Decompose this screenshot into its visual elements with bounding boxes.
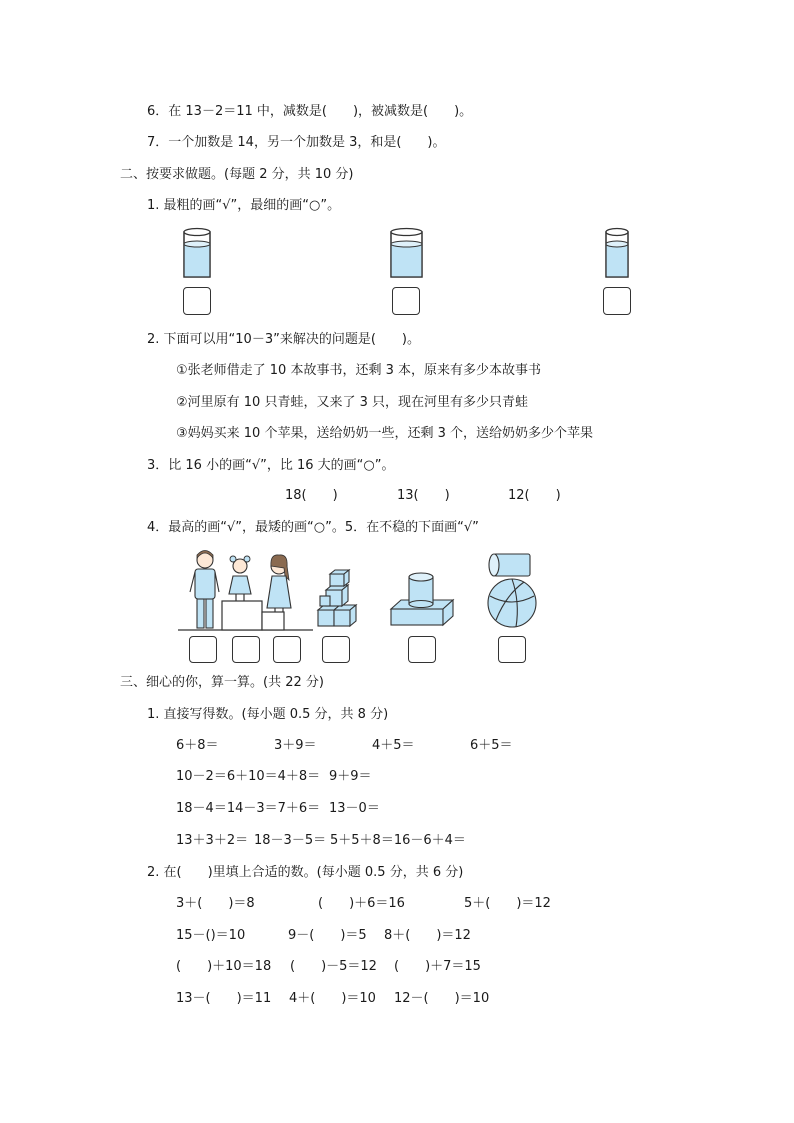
q3-item-18: 18( ) (285, 488, 338, 503)
answer-box-cylinder-slab[interactable] (408, 636, 436, 663)
fill-r4-c3: 12－( )＝10 (394, 991, 490, 1006)
calc-r1-c4: 6＋5＝ (470, 738, 513, 753)
answer-box-girl-ground[interactable] (273, 636, 301, 663)
s2-question-3: 3．比 16 小的画“√”，比 16 大的画“○”。 (147, 458, 395, 473)
s3-question-1: 1. 直接写得数。(每小题 0.5 分，共 8 分) (147, 707, 389, 722)
calc-r1-c3: 4＋5＝ (372, 738, 415, 753)
calc-r4-c2: 18－3－5＝ (254, 833, 327, 848)
answer-box-girl-platform[interactable] (232, 636, 260, 663)
question-6: 6．在 13－2＝11 中，减数是( )，被减数是( )。 (147, 104, 473, 119)
q2-option-3: ③妈妈买来 10 个苹果，送给奶奶一些，还剩 3 个，送给奶奶多少个苹果 (176, 426, 593, 441)
q2-option-1: ①张老师借走了 10 本故事书，还剩 3 本，原来有多少本故事书 (176, 363, 541, 378)
fill-r4-c2: 4＋( )＝10 (289, 991, 376, 1006)
calc-r1-c1: 6＋8＝ (176, 738, 219, 753)
cup-thick-icon (390, 226, 424, 280)
answer-box-cup-3[interactable] (603, 287, 631, 315)
fill-r1-c1: 3＋( )＝8 (176, 896, 255, 911)
calc-r4-c3: 5＋5＋8＝16－6＋4＝ (330, 833, 466, 848)
q3-item-13: 13( ) (397, 488, 450, 503)
answer-box-cup-2[interactable] (392, 287, 420, 315)
calc-r2-c1: 10－2＝6＋10＝4＋8＝ (176, 769, 321, 784)
s2-question-1: 1. 最粗的画“√”，最细的画“○”。 (147, 198, 341, 213)
cylinder-on-ball-icon (486, 550, 538, 630)
fill-r1-c2: ( )＋6＝16 (318, 896, 405, 911)
question-7: 7．一个加数是 14，另一个加数是 3，和是( )。 (147, 135, 446, 150)
s3-question-2: 2. 在( )里填上合适的数。(每小题 0.5 分，共 6 分) (147, 865, 464, 880)
fill-r3-c2: ( )－5＝12 (290, 959, 377, 974)
answer-box-cup-1[interactable] (183, 287, 211, 315)
fill-r2-c1: 15－()＝10 (176, 928, 246, 943)
fill-r1-c3: 5＋( )＝12 (464, 896, 551, 911)
answer-box-cubes[interactable] (322, 636, 350, 663)
fill-r2-c3: 8＋( )＝12 (384, 928, 471, 943)
fill-r4-c1: 13－( )＝11 (176, 991, 272, 1006)
girl-on-ground-figure (267, 555, 291, 612)
fill-r2-c2: 9－( )＝5 (288, 928, 367, 943)
answer-box-boy[interactable] (189, 636, 217, 663)
q2-option-2: ②河里原有 10 只青蛙，又来了 3 只，现在河里有多少只青蛙 (176, 395, 528, 410)
calc-r1-c2: 3＋9＝ (274, 738, 317, 753)
s2-question-2: 2. 下面可以用“10－3”来解决的问题是( )。 (147, 332, 420, 347)
calc-r4-c1: 13＋3＋2＝ (176, 833, 249, 848)
section-3-title: 三、细心的你，算一算。(共 22 分) (120, 675, 324, 690)
calc-r3-c2: 13－0＝ (329, 801, 380, 816)
boy-figure (190, 551, 219, 629)
s2-question-4-5: 4．最高的画“√”，最矮的画“○”。5．在不稳的下面画“√” (147, 520, 479, 535)
stacked-cubes-icon (316, 572, 358, 628)
section-2-title: 二、按要求做题。(每题 2 分，共 10 分) (120, 167, 354, 182)
calc-r3-c1: 18－4＝14－3＝7＋6＝ (176, 801, 321, 816)
children-height-illustration (178, 546, 313, 632)
cup-thin-icon (605, 226, 631, 280)
calc-r2-c2: 9＋9＝ (329, 769, 372, 784)
fill-r3-c3: ( )＋7＝15 (394, 959, 481, 974)
answer-box-cylinder-ball[interactable] (498, 636, 526, 663)
cup-medium-icon (183, 226, 213, 280)
cylinder-on-slab-icon (389, 571, 457, 629)
fill-r3-c1: ( )＋10＝18 (176, 959, 272, 974)
q3-item-12: 12( ) (508, 488, 561, 503)
girl-on-platform-figure (229, 556, 251, 601)
